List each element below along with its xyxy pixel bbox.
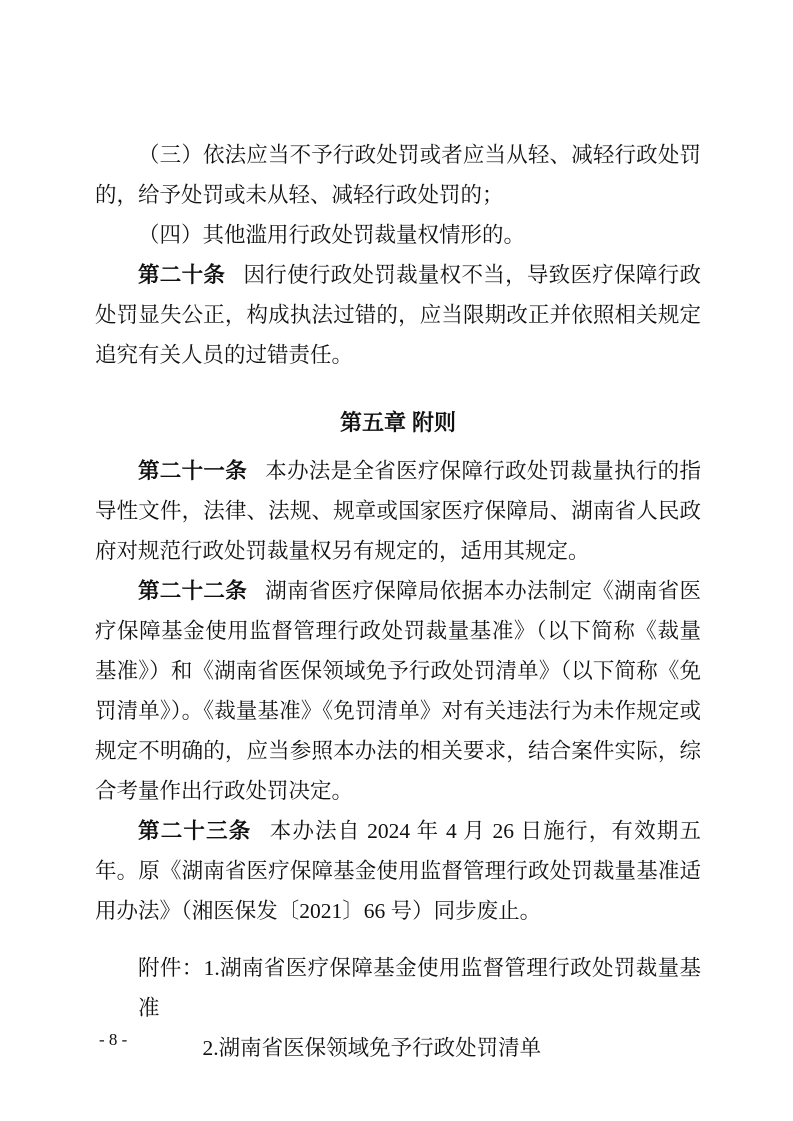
- attachment-line-1: [138, 948, 701, 1028]
- attachments-label: 附件：: [138, 956, 204, 980]
- document-body: [95, 135, 701, 1068]
- paragraph-article-22: [95, 571, 701, 811]
- article-22-number: 第二十二条: [138, 579, 248, 603]
- article-23-text: 本办法自 2024 年 4 月 26 日施行，有效期五年。原《湖南省医疗保障基金使用监督管理行政处罚裁量基准适用办法》（湘医保发〔2021〕66 号）同步废止。: [95, 819, 701, 923]
- paragraph-article-23: [95, 811, 701, 931]
- attachment-item-2: 2.湖南省医保领域免予行政处罚清单: [202, 1036, 542, 1060]
- attachment-item-1: 1.湖南省医疗保障基金使用监督管理行政处罚裁量基准: [138, 956, 701, 1020]
- article-21-number: 第二十一条: [138, 459, 248, 483]
- article-20-number: 第二十条: [138, 263, 226, 287]
- chapter-5-heading: 第五章 附则: [339, 410, 457, 435]
- attachments-section: [95, 948, 701, 1068]
- article-21-text: 本办法是全省医疗保障行政处罚裁量执行的指导性文件，法律、法规、规章或国家医疗保障局、湖南省人民政府对规范行政处罚裁量权另有规定的，适用其规定。: [95, 459, 701, 563]
- paragraph-article-21: [95, 451, 701, 571]
- article-23-number: 第二十三条: [138, 819, 252, 843]
- article-22-text: 湖南省医疗保障局依据本办法制定《湖南省医疗保障基金使用监督管理行政处罚裁量基准》（以下简称《裁量基准》）和《湖南省医保领域免予行政处罚清单》（以下简称《免罚清单》）。《裁量基准》《免罚清单》对有关违法行为未作规定或规定不明确的，应当参照本办法的相关要求，结合案件实际，综合考量作出行政处罚决定。: [95, 579, 701, 803]
- paragraph-item-4: （四）其他滥用行政处罚裁量权情形的。: [138, 223, 526, 247]
- page-number: - 8 -: [99, 1030, 128, 1049]
- article-20-text: 因行使行政处罚裁量权不当，导致医疗保障行政处罚显失公正，构成执法过错的，应当限期改正并依照相关规定追究有关人员的过错责任。: [95, 263, 701, 367]
- paragraph-article-20: [95, 255, 701, 375]
- paragraph-item-3: （三）依法应当不予行政处罚或者应当从轻、减轻行政处罚的，给予处罚或未从轻、减轻行政处罚的；: [95, 143, 701, 207]
